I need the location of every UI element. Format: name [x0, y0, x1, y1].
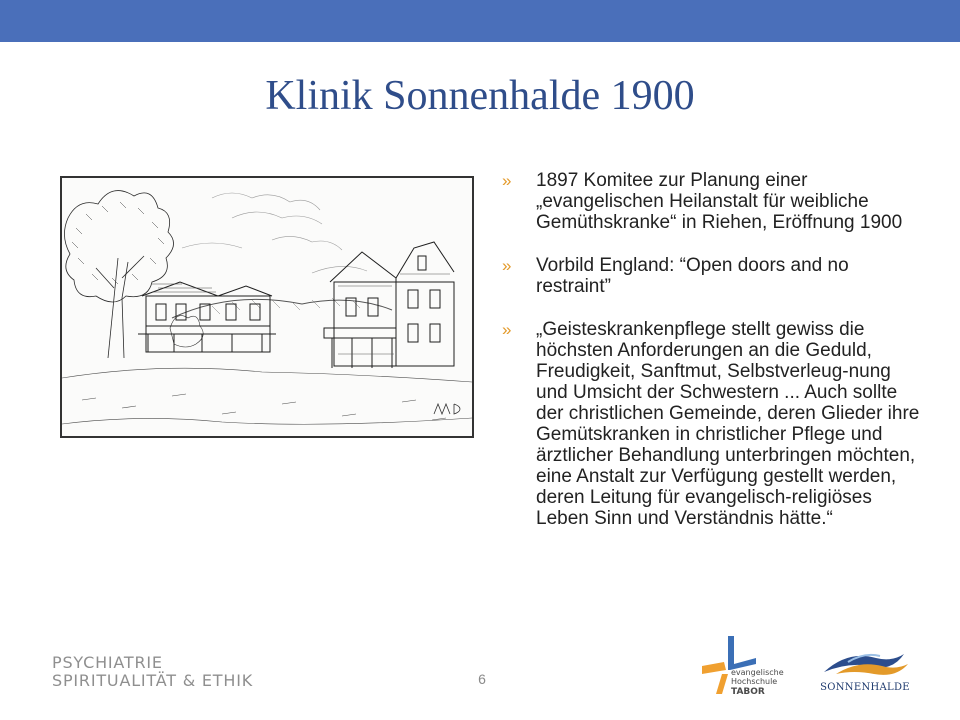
tabor-logo-line3: TABOR — [731, 687, 765, 697]
tabor-logo-line1: evangelische — [731, 668, 784, 677]
sanatorium-sketch — [62, 178, 472, 436]
sanatorium-illustration — [60, 176, 474, 438]
brand-line-spiritualitaet-ethik: SPIRITUALITÄT & ETHIK — [52, 671, 254, 690]
tabor-logo-line2: Hochschule — [731, 677, 778, 686]
bullet-marker: » — [502, 320, 512, 339]
bullet-marker: » — [502, 256, 512, 275]
sonnenhalde-logo-mark — [818, 644, 912, 680]
bullet-marker: » — [502, 171, 512, 190]
sonnenhalde-logo — [818, 644, 912, 700]
brand-line-psychiatrie: PSYCHIATRIE — [52, 653, 163, 672]
bullet-item — [496, 255, 920, 297]
bullet-list — [496, 170, 920, 551]
bullet-text: „Geisteskrankenpflege stellt gewiss die höchsten Anforderungen an die Geduld, Freudigkeit, Sanftmut, Selbstverleug-nung und Umsicht der Schwestern ... Auch sollte der christlichen Gemeinde, deren Glieder ihre Gemütskranken in christlicher Pflege und ärztlicher Behandlung unterbringen möchten, eine Anstalt zur Verfügung gestellt werden, deren Leitung für evangelisch-religiöses Leben Sinn und Verständnis hätte.“ — [536, 319, 920, 529]
page-number: 6 — [478, 671, 486, 687]
slide-title: Klinik Sonnenhalde 1900 — [265, 73, 695, 119]
bullet-item — [496, 319, 920, 529]
bullet-text: Vorbild England: “Open doors and no restraint” — [536, 255, 849, 297]
tabor-logo — [698, 630, 798, 706]
sonnenhalde-logo-text: SONNENHALDE — [820, 682, 910, 693]
bullet-item — [496, 170, 920, 233]
top-bar — [0, 0, 960, 42]
bullet-text: 1897 Komitee zur Planung einer „evangelischen Heilanstalt für weibliche Gemüthskranke“ in Riehen, Eröffnung 1900 — [536, 170, 903, 233]
